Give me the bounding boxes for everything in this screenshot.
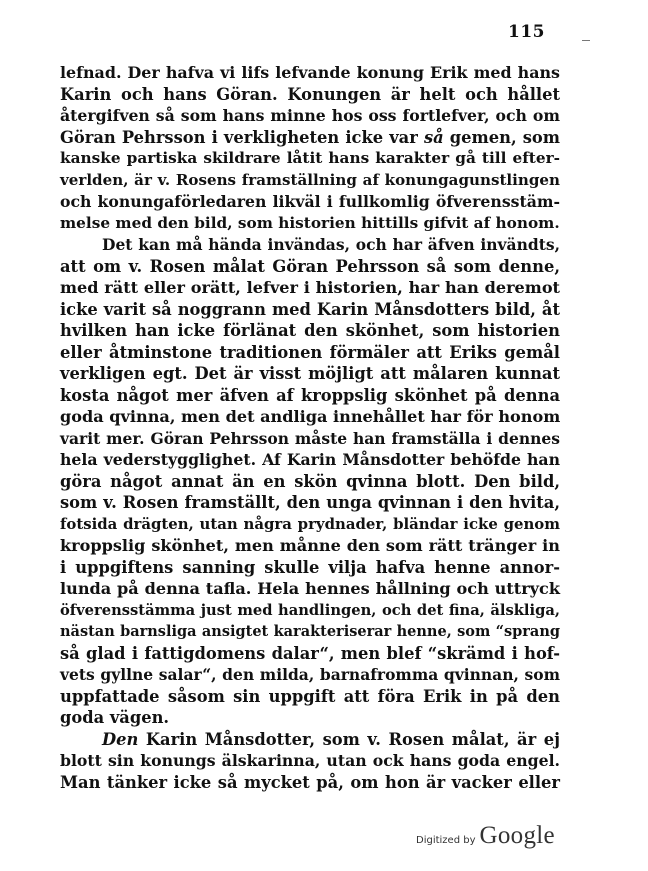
text-line: vets gyllne salar“, den milda, barnafromma qvinnan, som [60,665,560,684]
text-line: fotsida drägten, utan några prydnader, bländar icke genom [60,514,560,533]
text-line: eller åtminstone traditionen förmäler att Eriks gemål [60,342,560,362]
text-line: kanske partiska skildrare låtit hans karakter gå till efter- [60,149,560,167]
italic-word: så [423,127,444,147]
text-line: så glad i fattigdomens dalar“, men blef “skrämd i hof- [60,643,560,663]
text-line: kroppslig skönhet, men månne den som rätt tränger in [60,536,560,555]
text-line: återgifven så som hans minne hos oss fortlefver, och om [60,106,560,125]
text-line: verlden, är v. Rosens framställning af konungagunstlingen [60,170,560,189]
text-line: med rätt eller orätt, lefver i historien, har han deremot [60,278,560,297]
text-line: hvilken han icke förlänat den skönhet, som historien [60,321,560,340]
text-line: varit mer. Göran Pehrsson måste han framställa i dennes [60,428,560,448]
text-line: lunda på denna tafla. Hela hennes hållning och uttryck [60,579,560,598]
text-line: lefnad. Der hafva vi lifs lefvande konung Erik med hans [60,63,560,82]
text-line: verkligen egt. Det är visst möjligt att målaren kunnat [60,364,560,383]
text-line: i uppgiftens sanning skulle vilja hafva henne annor- [60,557,560,577]
text-line: göra något annat än en skön qvinna blott. Den bild, [60,471,560,491]
text-line: öfverensstämma just med handlingen, och det fina, älskliga, [60,601,560,619]
text-line: goda vägen. [60,708,170,727]
digitized-footer [416,822,555,850]
italic-word: Den [102,729,139,749]
text-line: och konungaförledaren likväl i fullkomlig öfverensstäm- [60,192,560,211]
text-line: som v. Rosen framställt, den unga qvinnan i den hvita, [60,493,560,512]
body-text [60,62,560,793]
google-logo: Google [479,822,555,849]
text-line: Det kan må hända invändas, och har äfven invändts, [102,235,560,254]
text-line: uppfattade såsom sin uppgift att föra Erik in på den [60,686,560,706]
text-line: Man tänker icke så mycket på, om hon är vacker eller [60,772,560,792]
page-number: 115 [508,22,545,42]
text-line: blott sin konungs älskarinna, utan ock hans goda engel. [60,751,560,770]
text-line: goda qvinna, men det andliga innehållet har för honom [60,407,561,426]
text-line: Göran Pehrsson i verkligheten icke var så gemen, som [60,127,560,147]
digitized-label: Digitized by [416,835,476,846]
text-line: hela vederstygglighet. Af Karin Månsdotter behöfde han [60,450,560,469]
text-line: nästan barnsliga ansigtet karakteriserar henne, som “sprang [60,623,560,640]
margin-mark [582,40,590,41]
text-line: att om v. Rosen målat Göran Pehrsson så som denne, [60,256,560,276]
text-line: Den Karin Månsdotter, som v. Rosen målat, är ej [102,729,560,749]
text-line: kosta något mer äfven af kroppslig skönhet på denna [60,385,560,405]
text-line: icke varit så noggrann med Karin Månsdotters bild, åt [60,299,560,319]
text-line: Karin och hans Göran. Konungen är helt och hållet [60,84,560,104]
text-line: melse med den bild, som historien hittills gifvit af honom. [60,213,560,232]
